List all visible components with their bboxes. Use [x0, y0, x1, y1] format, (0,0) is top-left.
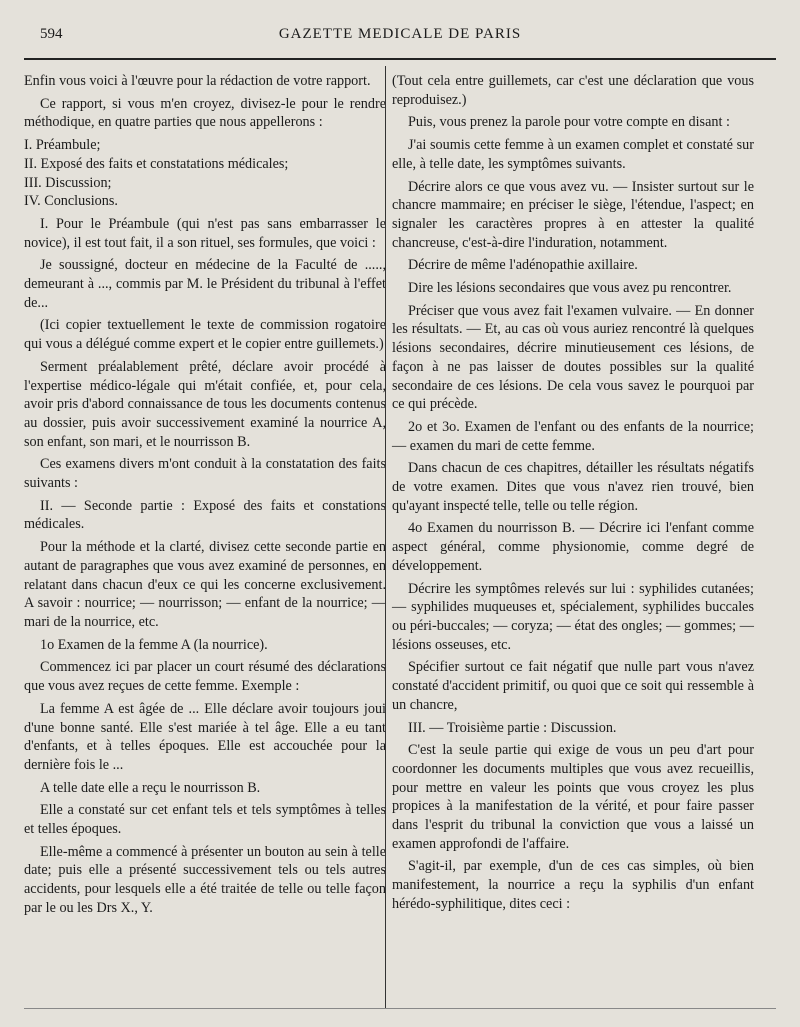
paragraph: Spécifier surtout ce fait négatif que nulle part vous n'avez constaté d'accident primitif, ou quoi que ce soit qui ressemble à un chancre,	[392, 659, 754, 713]
left-column	[24, 72, 386, 922]
outline-item: II. Exposé des faits et constatations médicales;	[24, 155, 289, 172]
page-header	[24, 22, 776, 44]
paragraph: Commencez ici par placer un court résumé des déclarations que vous avez reçues de cette femme. Exemple :	[24, 659, 386, 695]
paragraph: C'est la seule partie qui exige de vous un peu d'art pour coordonner les documents multiples que vous avez recueillis, pour mettre en valeur les points que vous croyez les plus propices à la manifestation de la vérité, et pour faire passer dans l'esprit du tribunal la conviction que vous a laissé un examen approfondi de l'affaire.	[392, 742, 754, 852]
paragraph: La femme A est âgée de ... Elle déclare avoir toujours joui d'une bonne santé. Elle s'est mariée à tel âge. Elle a eu tant d'enfants, et à telles époques. Elle est accouchée pour la dernière fois le ...	[24, 700, 386, 773]
paragraph: Dans chacun de ces chapitres, détailler les résultats négatifs de votre examen. Dites que vous n'avez rien trouvé, bien qu'ayant inspecté telle, telle ou telle région.	[392, 460, 754, 514]
subsection-heading: 1o Examen de la femme A (la nourrice).	[40, 636, 268, 653]
paragraph: (Ici copier textuellement le texte de commission rogatoire qui vous a délégué comme expert et le copier entre guillemets.)	[24, 317, 386, 353]
outline-item: I. Préambule;	[24, 137, 101, 154]
paragraph: Pour la méthode et la clarté, divisez cette seconde partie en autant de paragraphes que vous avez examiné de personnes, en relatant dans chacun d'eux ce qui les concerne exclusivement. A savoir : nourrice; — nourrisson; — enfant de la nourrice; — mari de la nourrice, etc.	[24, 539, 386, 630]
paragraph: Serment préalablement prêté, déclare avoir procédé à l'expertise médico-légale qui m'était confiée, et, pour cela, avoir pris d'abord connaissance de tous les documents contenus au dossier, puis avoir successivement examiné la nourrice A, son enfant, son mari, et le nourrisson B.	[24, 358, 386, 450]
paragraph: Puis, vous prenez la parole pour votre compte en disant :	[408, 114, 730, 131]
page-bottom-edge	[24, 1008, 776, 1009]
paragraph: Décrire de même l'adénopathie axillaire.	[408, 257, 638, 274]
column-divider	[385, 66, 386, 1008]
paragraph: S'agit-il, par exemple, d'un de ces cas simples, où bien manifestement, la nourrice a reçu la syphilis d'un enfant hérédo-syphilitique, dites ceci :	[392, 858, 754, 912]
section-heading: III. — Troisième partie : Discussion.	[408, 719, 617, 736]
paragraph: I. Pour le Préambule (qui n'est pas sans embarrasser le novice), il est tout fait, il a son rituel, ses formules, que voici :	[24, 215, 386, 251]
paragraph: Préciser que vous avez fait l'examen vulvaire. — En donner les résultats. — Et, au cas où vous auriez rencontré là quelques lésions secondaires, décrire minutieusement ces lésions, de façon à ne pas laisser de doutes possibles sur la qualité secondaire de ces lésions. De cela vous savez le pourquoi par ce qui précède.	[392, 302, 754, 413]
paragraph: Ce rapport, si vous m'en croyez, divisez-le pour le rendre méthodique, en quatre parties que nous appellerons :	[24, 95, 386, 131]
outline-item: III. Discussion;	[24, 174, 112, 191]
paragraph: A telle date elle a reçu le nourrisson B.	[40, 779, 261, 796]
paragraph: Décrire les symptômes relevés sur lui : syphilides cutanées; — syphilides muqueuses et, spécialement, syphilides buccales ou péri-buccales; — coryza; — état des ongles; — gommes; — lésions osseuses, etc.	[392, 580, 754, 653]
paragraph: Ces examens divers m'ont conduit à la constatation des faits suivants :	[24, 456, 386, 492]
paragraph: (Tout cela entre guillemets, car c'est une déclaration que vous reproduisez.)	[392, 73, 754, 108]
paragraph: Dire les lésions secondaires que vous avez pu rencontrer.	[408, 280, 732, 297]
paragraph: Décrire alors ce que vous avez vu. — Insister surtout sur le chancre mammaire; en préciser le siège, l'étendue, l'aspect; en signaler les caractères propres à en attester la qualité chancreuse, c'est-à-dire l'induration, notamment.	[392, 178, 754, 251]
journal-title: GAZETTE MEDICALE DE PARIS	[278, 26, 522, 42]
right-column	[392, 72, 754, 918]
header-rule	[24, 58, 776, 60]
paragraph: Elle a constaté sur cet enfant tels et tels symptômes à telles et telles époques.	[24, 802, 386, 838]
outline-item: IV. Conclusions.	[24, 193, 118, 210]
paragraph: Elle-même a commencé à présenter un bouton au sein à telle date; puis elle a présenté successivement tels ou tels autres accidents, pour lesquels elle a été traitée de telle ou telle façon par le ou les Drs X., Y.	[24, 843, 386, 916]
subsection-heading: 2o et 3o. Examen de l'enfant ou des enfants de la nourrice; — examen du mari de cette femme.	[392, 418, 754, 454]
paragraph: Je soussigné, docteur en médecine de la Faculté de ....., demeurant à ..., commis par M. le Président du tribunal à l'effet de...	[24, 257, 386, 311]
paragraph: Enfin vous voici à l'œuvre pour la rédaction de votre rapport.	[24, 73, 371, 89]
page-number: 594	[40, 26, 63, 42]
paragraph: J'ai soumis cette femme à un examen complet et constaté sur elle, à telle date, les symptômes suivants.	[392, 137, 754, 172]
section-heading: II. — Seconde partie : Exposé des faits et constations médicales.	[24, 497, 386, 533]
subsection-heading: 4o Examen du nourrisson B. — Décrire ici l'enfant comme aspect général, comme physionomie, comme degré de développement.	[392, 520, 754, 574]
